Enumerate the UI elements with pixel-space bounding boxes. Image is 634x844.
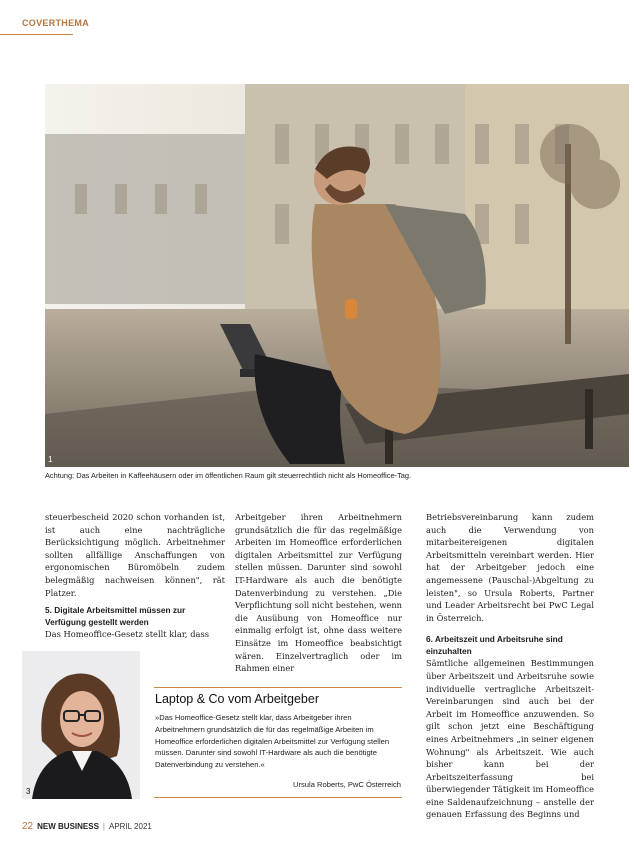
photo-man-with-laptop — [45, 84, 629, 467]
column-1 — [45, 511, 225, 641]
col3-paragraph-1: Betriebsvereinbarung kann zudem auch die Verwendung von mitarbeitereigenen digitalen Arbeitsmitteln vereinbart werden. Hier hat der Arbeitgeber jedoch eine angemessene (Pauschal-)Abgeltung zu leisten", so Ursula Roberts, Partner und Leader Arbeitsrecht bei PwC Legal in Österreich. — [426, 512, 594, 623]
infobox-rule-bottom — [154, 797, 402, 798]
col2-paragraph-1: Arbeitgeber ihren Arbeitnehmern grundsätzlich die für das regelmäßige Arbeiten im Homeoffice erforderlichen digitalen Arbeitsmittel zur Verfügung stellen müssen. Darunter sind sowohl IT-Hardware als auch die benötigte Datenverbindung zu verstehen. „Die Verpflichtung soll nicht bestehen, wenn die Ausübung von Homeoffice nur einmalig erfolgt ist, ohne dass weitere Einsätze im Homeoffice beabsichtigt wären. Einzelvertraglich oder im Rahmen einer — [235, 512, 403, 674]
column-3 — [426, 511, 594, 821]
col3-heading: 6. Arbeitszeit und Arbeitsruhe sind einzuhalten — [426, 634, 563, 656]
page-number: 22 — [22, 821, 34, 832]
col1-heading: 5. Digitale Arbeitsmittel müssen zur Verfügung gestellt werden — [45, 605, 186, 627]
col1-paragraph-1: steuerbescheid 2020 schon vorhanden ist, ist auch eine nachträgliche Berücksichtigung möglich. Arbeitnehmer sollten allfällige Anschaffungen von ergonomischen Büromöbeln zudem belegmäßig nachweisen können", rät Platzer. — [45, 512, 225, 598]
col3-paragraph-2: Sämtliche allgemeinen Bestimmungen über Arbeitszeit und Arbeitsruhe sowie individuelle vertragliche Arbeitszeit-Vereinbarungen sind auch bei der Arbeit im Homeoffice anzuwenden. So gilt schon jetzt eine Beschäftigung eines Arbeitnehmers „in seiner eigenen Wohnung" als Arbeitszeit. Wie auch bisher kann bei der Arbeitszeiterfassung bei überwiegender Tätigkeit im Homeoffice eine Saldenaufzeichnung – anstelle der genauen Erfassung des Beginns und — [426, 658, 594, 820]
photo-caption: Achtung: Das Arbeiten in Kaffeehäusern oder im öffentlichen Raum gilt steuerrechtlich nicht als Homeoffice-Tag. — [45, 471, 412, 480]
photo-number: 1 — [48, 455, 53, 464]
infobox-author: Ursula Roberts, PwC Österreich — [292, 780, 401, 789]
portrait-photo — [22, 651, 140, 799]
infobox-rule-top — [154, 687, 402, 688]
section-label: COVERTHEMA — [22, 18, 90, 28]
column-2 — [235, 511, 402, 675]
infobox-title: Laptop & Co vom Arbeitgeber — [155, 692, 319, 706]
issue-date: APRIL 2021 — [109, 822, 152, 831]
infobox-quote: »Das Homeoffice-Gesetz stellt klar, dass Arbeitgeber ihren Arbeitnehmern grundsätzlich die für das regelmäßige Arbeiten im Homeoffice erforderlichen digitalen Arbeitsmittel zur Verfügung stellen müssen. Darunter sind sowohl IT-Hardware als auch die benötigte Datenverbindung zu verstehen.« — [155, 713, 390, 770]
footer-separator: | — [102, 822, 105, 831]
portrait-number: 3 — [26, 787, 31, 796]
page-footer — [22, 821, 152, 832]
section-rule — [0, 34, 73, 35]
col1-paragraph-2: Das Homeoffice-Gesetz stellt klar, dass — [45, 629, 209, 640]
magazine-name: NEW BUSINESS — [37, 822, 99, 831]
